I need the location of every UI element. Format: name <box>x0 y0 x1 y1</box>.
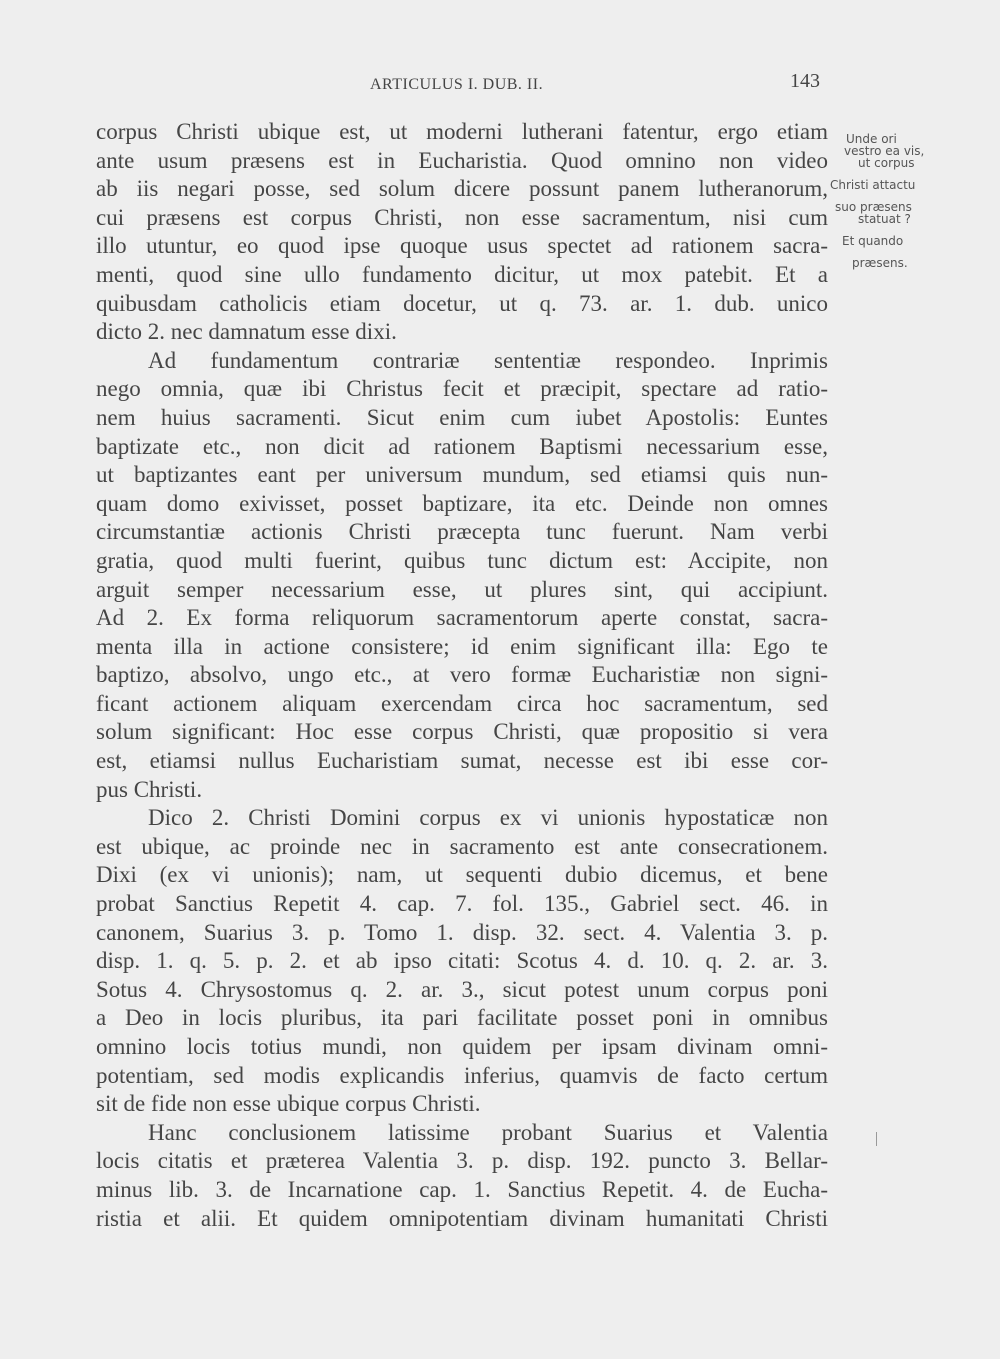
margin-note-line: Unde ori <box>846 132 897 146</box>
text-line: minus lib. 3. de Incarnatione cap. 1. Sanctius Repetit. 4. de Eucha- <box>96 1176 828 1202</box>
text-line: ab iis negari posse, sed solum dicere possunt panem lutheranorum, <box>96 176 828 202</box>
text-line: probat Sanctius Repetit 4. cap. 7. fol. 135., Gabriel sect. 46. in <box>96 891 828 917</box>
text-line: ristia et alii. Et quidem omnipotentiam divinam humanitati Christi <box>96 1205 828 1231</box>
text-line: baptizo, absolvo, ungo etc., at vero formæ Eucharistiæ non signi- <box>96 662 828 688</box>
text-line: Ad 2. Ex forma reliquorum sacramentorum aperte constat, sacra- <box>96 605 828 631</box>
text-line: menta illa in actione consistere; id enim significant illa: Ego te <box>96 633 828 659</box>
text-line: Dico 2. Christi Domini corpus ex vi unionis hypostaticæ non <box>148 805 828 831</box>
text-line: arguit semper necessarium esse, ut plures sint, qui accipiunt. <box>96 576 828 602</box>
text-line: quam domo exivisset, posset baptizare, ita etc. Deinde non omnes <box>96 490 828 516</box>
text-line: ficant actionem aliquam exercendam circa hoc sacramentum, sed <box>96 690 828 716</box>
margin-note-line: Et quando <box>842 234 904 248</box>
text-line: est ubique, ac proinde nec in sacramento est ante consecrationem. <box>96 833 828 859</box>
text-line: ante usum præsens est in Eucharistia. Quod omnino non video <box>96 147 828 173</box>
margin-note-line: suo præsens <box>835 200 912 214</box>
text-line: Sotus 4. Chrysostomus q. 2. ar. 3., sicut potest unum corpus poni <box>96 976 828 1002</box>
text-line: dicto 2. nec damnatum esse dixi. <box>96 319 397 345</box>
text-line: nego omnia, quæ ibi Christus fecit et præcipit, spectare ad ratio- <box>96 376 828 402</box>
text-line: nem huius sacramenti. Sicut enim cum iubet Apostolis: Euntes <box>96 404 828 430</box>
text-line: baptizate etc., non dicit ad rationem Baptismi necessarium esse, <box>96 433 828 459</box>
margin-note-line: Christi attactu <box>830 178 916 192</box>
margin-note-line: præsens. <box>852 256 908 270</box>
text-line: ut baptizantes eant per universum mundum, sed etiamsi quis nun- <box>96 462 828 488</box>
text-line: Ad fundamentum contrariæ sententiæ respondeo. Inprimis <box>148 347 828 373</box>
page-number: 143 <box>790 70 820 92</box>
text-line: omnino locis totius mundi, non quidem per ipsam divinam omni- <box>96 1034 828 1059</box>
text-line: locis citatis et præterea Valentia 3. p. disp. 192. puncto 3. Bellar- <box>96 1148 828 1174</box>
text-line: menti, quod sine ullo fundamento dicitur, ut mox patebit. Et a <box>96 261 828 287</box>
text-line: quibusdam catholicis etiam docetur, ut q. 73. ar. 1. dub. unico <box>96 290 828 316</box>
text-line: disp. 1. q. 5. p. 2. et ab ipso citati: Scotus 4. d. 10. q. 2. ar. 3. <box>96 948 828 974</box>
text-line: sit de fide non esse ubique corpus Christi. <box>96 1091 481 1117</box>
text-line: potentiam, sed modis explicandis inferius, quamvis de facto certum <box>96 1062 828 1088</box>
text-line: cui præsens est corpus Christi, non esse sacramentum, nisi cum <box>96 204 828 230</box>
text-line: corpus Christi ubique est, ut moderni lutherani fatentur, ergo etiam <box>96 119 828 144</box>
text-line: circumstantiæ actionis Christi præcepta tunc fuerunt. Nam verbi <box>96 519 828 545</box>
text-line: gratia, quod multi fuerint, quibus tunc dictum est: Accipite, non <box>96 547 828 573</box>
margin-note <box>830 128 930 274</box>
text-line: pus Christi. <box>96 776 203 802</box>
margin-note-line: vestro ea vis, <box>844 144 925 158</box>
text-line: Dixi (ex vi unionis); nam, ut sequenti dubio dicemus, et bene <box>96 862 828 888</box>
text-line: canonem, Suarius 3. p. Tomo 1. disp. 32. sect. 4. Valentia 3. p. <box>96 919 828 945</box>
text-line: solum significant: Hoc esse corpus Christi, quæ propositio si vera <box>96 719 828 745</box>
margin-note-line: statuat ? <box>858 212 911 226</box>
text-line: Hanc conclusionem latissime probant Suarius et Valentia <box>148 1119 828 1145</box>
text-line: est, etiamsi nullus Eucharistiam sumat, necesse est ibi esse cor- <box>96 748 828 774</box>
text-line: a Deo in locis pluribus, ita pari facilitate posset poni in omnibus <box>96 1005 828 1031</box>
margin-note-line: ut corpus <box>858 156 915 170</box>
body-text <box>96 118 828 1233</box>
margin-tick-mark <box>876 1132 877 1146</box>
text-line: illo utuntur, eo quod ipse quoque usus spectet ad rationem sacra- <box>96 233 828 259</box>
running-head: ARTICULUS I. DUB. II. <box>370 76 544 93</box>
